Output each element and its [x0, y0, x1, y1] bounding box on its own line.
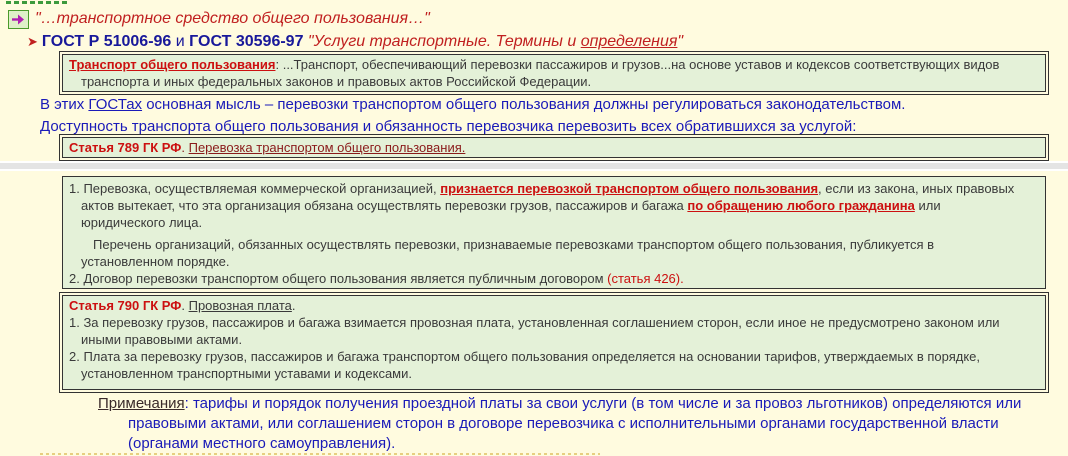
- quote-title: "…транспортное средство общего пользования…": [35, 10, 430, 27]
- availability-paragraph: Доступность транспорта общего пользования и обязанность перевозчика перевозить всех обратившихся за услугой:: [40, 118, 857, 135]
- gost-a: ГОСТ Р 51006-96: [41, 33, 172, 50]
- dotted-rule: [40, 453, 600, 455]
- article-789-content-box: [62, 176, 1046, 289]
- gost-link[interactable]: ГОСТах: [88, 96, 143, 113]
- dashed-rule: [6, 1, 68, 4]
- article-789-text: 1. Перевозка, осуществляемая коммерческой организацией, признается перевозкой транспортом общего пользования, если из закона, иных правовых актов вытекает, что эта организация обязана осуществлять перевозки грузов, пассажиров и багажа по обращению любого гражданина или юридического лица. Перечень организаций, обязанных осуществлять перевозки, признаваемые перевозками транспортом общего пользования, публикуется в установленном порядке. 2. Договор перевозки транспортом общего пользования является публичным договором (статья 426).: [69, 181, 1015, 286]
- section-divider: [0, 163, 1068, 169]
- gost-b: ГОСТ 30596-97: [189, 33, 304, 50]
- quote-title-row: [8, 8, 430, 30]
- article-790-text: Статья 790 ГК РФ. Провозная плата. 1. За перевозку грузов, пассажиров и багажа взимается провозная плата, установленная соглашением сторон, если иное не предусмотрено законом или иными правовыми актами. 2. Плата за перевозку грузов, пассажиров и багажа транспортом общего пользования определяется на основании тарифов, утверждаемых в порядке, установленном транспортными уставами и кодексами.: [69, 298, 1000, 381]
- article-789-label: Статья 789 ГК РФ: [69, 140, 182, 155]
- gost-conj: и: [175, 33, 185, 50]
- gost-title: "Услуги транспортные. Термины и определения": [307, 33, 684, 50]
- gost-paragraph: В этих ГОСТах основная мысль – перевозки транспортом общего пользования должны регулироваться законодательством.: [40, 96, 906, 113]
- article-790-title: Провозная плата: [188, 298, 292, 313]
- article-789-title: Перевозка транспортом общего пользования.: [188, 140, 466, 155]
- gost-row: [27, 31, 683, 53]
- definition-term: Транспорт общего пользования: [69, 57, 276, 72]
- article-789-box: Статья 789 ГК РФ. Перевозка транспортом общего пользования.: [62, 137, 1046, 158]
- definition-box: [62, 54, 1046, 92]
- note-paragraph: Примечания: тарифы и порядок получения проездной платы за свои услуги (в том числе и за провоз льготников) определяются или правовыми актами, или соглашением сторон в договоре перевозчика с исполнительными органами государственной власти (органами местного самоуправления).: [98, 395, 1022, 452]
- triangle-bullet-icon: ➤: [27, 34, 38, 49]
- note-label: Примечания: [98, 395, 185, 412]
- article-790-box: [62, 295, 1046, 390]
- definition-text: Транспорт общего пользования: ...Транспорт, обеспечивающий перевозки пассажиров и грузов...на основе уставов и кодексов соответствующих видов транспорта и иных федеральных законов и правовых актов Российской Федерации.: [69, 57, 1000, 89]
- arrow-right-icon[interactable]: [8, 10, 29, 29]
